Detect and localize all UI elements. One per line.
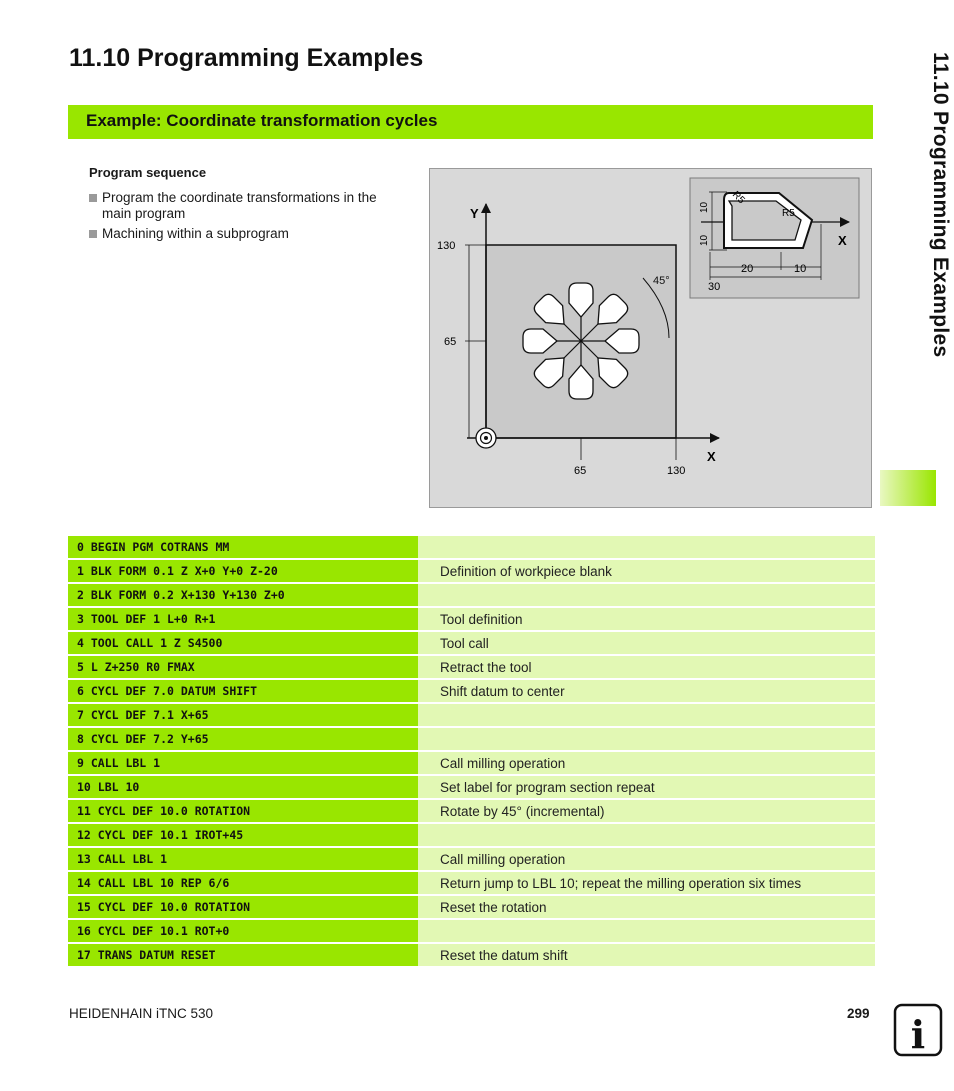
nc-code-cell: 13 CALL LBL 1 [68,848,418,870]
nc-code-cell: 0 BEGIN PGM COTRANS MM [68,536,418,558]
pocket-detail-inset [690,178,859,298]
inset-r5-top: R5 [729,189,747,207]
nc-code-cell: 4 TOOL CALL 1 Z S4500 [68,632,418,654]
inset-dim-30: 30 [708,281,721,293]
table-row [68,848,875,870]
nc-comment-cell: Shift datum to center [418,680,875,702]
list-item: Machining within a subprogram [89,226,389,242]
datum-symbol [476,428,496,448]
nc-code-cell: 10 LBL 10 [68,776,418,798]
nc-comment-cell: Rotate by 45° (incremental) [418,800,875,822]
nc-comment-cell [418,536,875,558]
table-row [68,872,875,894]
page-number: 299 [847,1006,870,1021]
angle-label: 45° [653,275,670,287]
inset-r5-right: R5 [782,208,795,219]
nc-comment-cell: Tool call [418,632,875,654]
nc-code-cell: 1 BLK FORM 0.1 Z X+0 Y+0 Z-20 [68,560,418,582]
table-row [68,752,875,774]
table-row [68,536,875,558]
info-icon-glyph: i [910,1012,926,1057]
table-row [68,944,875,966]
table-row [68,728,875,750]
nc-code-cell: 16 CYCL DEF 10.1 ROT+0 [68,920,418,942]
program-sequence-list [89,190,389,246]
nc-code-cell: 7 CYCL DEF 7.1 X+65 [68,704,418,726]
table-row [68,584,875,606]
table-row [68,824,875,846]
nc-comment-cell: Call milling operation [418,752,875,774]
nc-program-table [68,534,875,968]
nc-code-cell: 15 CYCL DEF 10.0 ROTATION [68,896,418,918]
nc-comment-cell [418,704,875,726]
main-x-axis-label: X [707,449,716,464]
side-chapter-title-text: 11.10 Programming Examples [929,52,952,358]
table-row [68,632,875,654]
workpiece-drawing [429,168,872,508]
x-tick-65: 65 [574,465,587,477]
inset-dim-20: 20 [741,263,754,275]
nc-comment-cell [418,584,875,606]
table-row [68,560,875,582]
main-y-axis-label: Y [470,206,479,221]
nc-code-cell: 3 TOOL DEF 1 L+0 R+1 [68,608,418,630]
workpiece-figure [429,168,872,508]
footer-product-name: HEIDENHAIN iTNC 530 [69,1006,214,1021]
nc-comment-cell [418,920,875,942]
y-tick-130: 130 [437,240,456,252]
inset-x-axis-label: X [838,233,847,248]
nc-code-cell: 9 CALL LBL 1 [68,752,418,774]
nc-comment-cell: Return jump to LBL 10; repeat the milling operation six times [418,872,875,894]
inset-dim-10-c: 10 [794,263,807,275]
nc-code-cell: 11 CYCL DEF 10.0 ROTATION [68,800,418,822]
x-tick-130: 130 [667,465,686,477]
inset-dim-10-a: 10 [699,201,710,213]
table-row [68,704,875,726]
info-icon [893,1003,943,1057]
table-row [68,680,875,702]
side-thumb-tab [880,470,936,506]
nc-code-cell: 8 CYCL DEF 7.2 Y+65 [68,728,418,750]
list-item: Program the coordinate transformations in the main program [89,190,389,222]
nc-code-cell: 12 CYCL DEF 10.1 IROT+45 [68,824,418,846]
nc-comment-cell: Call milling operation [418,848,875,870]
nc-comment-cell: Definition of workpiece blank [418,560,875,582]
nc-code-cell: 6 CYCL DEF 7.0 DATUM SHIFT [68,680,418,702]
table-row [68,896,875,918]
y-tick-65: 65 [444,336,457,348]
nc-code-cell: 14 CALL LBL 10 REP 6/6 [68,872,418,894]
table-row [68,608,875,630]
nc-comment-cell [418,824,875,846]
table-row [68,656,875,678]
table-row [68,776,875,798]
nc-comment-cell: Set label for program section repeat [418,776,875,798]
nc-code-cell: 17 TRANS DATUM RESET [68,944,418,966]
nc-comment-cell [418,728,875,750]
side-chapter-title [880,0,952,470]
table-row [68,800,875,822]
inset-dim-10-b: 10 [699,234,710,246]
section-title: Example: Coordinate transformation cycles [86,111,438,130]
nc-comment-cell: Retract the tool [418,656,875,678]
nc-code-cell: 2 BLK FORM 0.2 X+130 Y+130 Z+0 [68,584,418,606]
pocket-pattern [523,283,639,399]
section-header-bar [68,105,873,139]
program-sequence-heading: Program sequence [89,165,207,180]
nc-comment-cell: Reset the datum shift [418,944,875,966]
page-title: 11.10 Programming Examples [69,44,424,72]
table-row [68,920,875,942]
nc-comment-cell: Tool definition [418,608,875,630]
nc-code-cell: 5 L Z+250 R0 FMAX [68,656,418,678]
nc-comment-cell: Reset the rotation [418,896,875,918]
